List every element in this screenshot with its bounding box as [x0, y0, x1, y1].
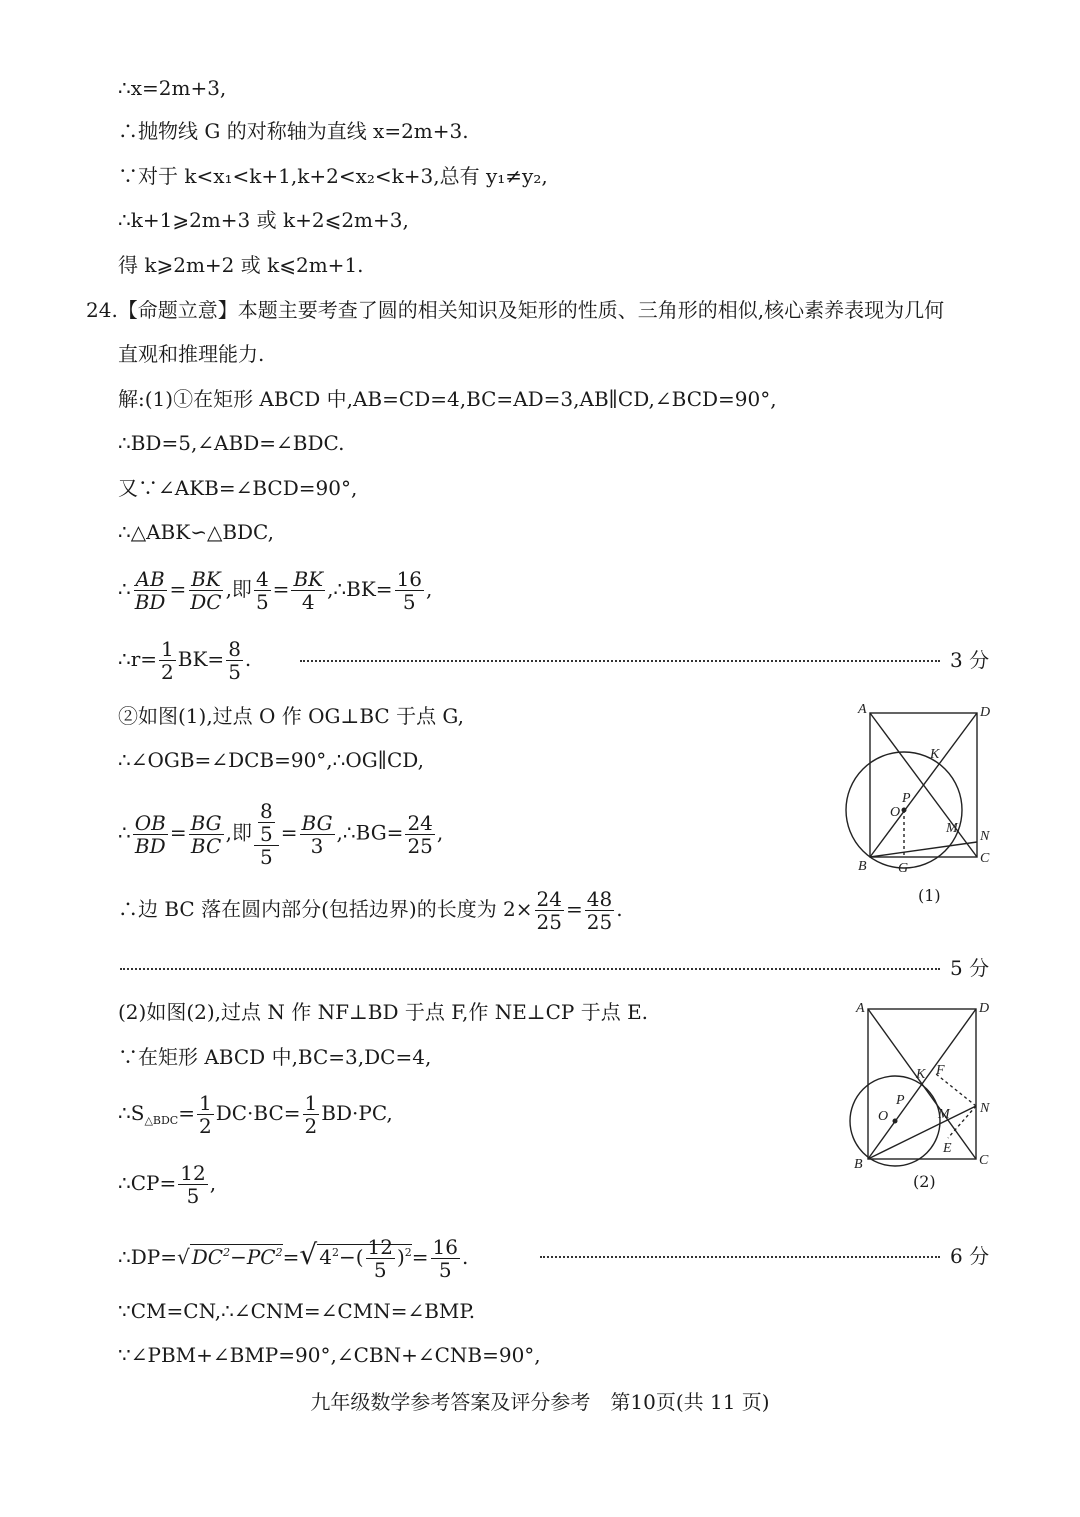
label-n: N [980, 829, 990, 844]
solution-line-5 [118, 568, 432, 613]
text: , [436, 820, 444, 845]
label-b: B [858, 859, 867, 874]
superscript: 2 [331, 1246, 339, 1259]
text: DC [191, 1245, 224, 1269]
label-a: A [858, 702, 867, 717]
solution-line-14 [118, 1162, 216, 1207]
label-c: C [979, 1153, 989, 1168]
text: = [280, 820, 298, 845]
denominator: 3 [310, 833, 324, 858]
text: ) [396, 1245, 405, 1269]
text: ∴边 BC 落在圆内部分(包括边界)的长度为 2× [118, 897, 533, 921]
numerator: 24 [536, 887, 562, 911]
superscript: 2 [223, 1246, 231, 1259]
numerator: BK [191, 567, 221, 591]
solution-line-13 [118, 1092, 393, 1137]
fraction-12-5 [178, 1162, 207, 1207]
text: . [244, 647, 252, 671]
denominator: 5 [186, 1184, 200, 1208]
label-b: B [854, 1157, 863, 1171]
denominator: 2 [161, 660, 174, 684]
label-e: E [943, 1141, 952, 1156]
denominator: 5 [373, 1258, 387, 1282]
solution-line-9 [118, 800, 443, 868]
text: . [462, 1245, 469, 1269]
denominator: 2 [198, 1114, 212, 1138]
segment-ne [948, 1106, 976, 1138]
solution-line-2: ∴BD=5,∠ABD=∠BDC. [118, 431, 345, 455]
numerator: 1 [198, 1091, 212, 1115]
label-k: K [916, 1067, 926, 1082]
line-2: ∴抛物线 G 的对称轴为直线 x=2m+3. [118, 119, 469, 143]
text: = [178, 1101, 195, 1125]
fraction-1-2 [197, 1092, 214, 1137]
numerator: AB [135, 567, 165, 591]
q24-heading: 24.【命题立意】本题主要考查了圆的相关知识及矩形的性质、三角形的相似,核心素养表现为几何 [86, 298, 945, 322]
solution-line-15 [118, 1236, 468, 1281]
solution-line-4: ∴△ABK∽△BDC, [118, 520, 275, 544]
figure-1 [840, 700, 1000, 880]
fraction-bg-bc [189, 812, 224, 857]
sqrt-body [190, 1244, 283, 1269]
score-5: 5 分 [950, 956, 990, 980]
fraction-1-2 [303, 1092, 320, 1137]
fraction-ob-bd [133, 812, 168, 857]
text: ,∴BG= [336, 820, 404, 845]
numerator: BG [301, 810, 333, 835]
q24-heading-cont: 直观和推理能力. [118, 342, 265, 366]
figure-2-caption: (2) [913, 1172, 936, 1191]
numerator: 16 [432, 1235, 458, 1259]
fraction-compound [254, 800, 279, 868]
fraction-ab-bd [133, 568, 168, 613]
text: ,即 [225, 577, 252, 601]
numerator: 1 [304, 1091, 318, 1115]
text: ∴ [118, 820, 131, 845]
sqrt-sign: √ [299, 1238, 318, 1271]
fraction-16-5 [431, 1236, 460, 1281]
segment-nf [936, 1074, 976, 1106]
numerator: 12 [367, 1235, 393, 1259]
fraction-48-25 [585, 888, 614, 933]
text: , [426, 577, 433, 601]
superscript: 2 [275, 1246, 283, 1259]
label-c: C [980, 851, 990, 866]
text: ∴CP= [118, 1171, 177, 1195]
score-6: 6 分 [950, 1244, 990, 1268]
label-a: A [856, 1001, 865, 1016]
numerator: 48 [586, 887, 613, 911]
text: 4 [319, 1245, 332, 1269]
denominator: DC [190, 590, 222, 614]
text: = [169, 577, 187, 601]
line-4: ∴k+1⩾2m+3 或 k+2⩽2m+3, [118, 208, 409, 232]
solution-line-10 [118, 888, 623, 933]
score-leader-dots [300, 660, 940, 662]
text: = [169, 820, 187, 845]
point-o [893, 1119, 898, 1124]
text: . [616, 897, 623, 921]
label-o: O [878, 1109, 889, 1124]
solution-line-8: ∴∠OGB=∠DCB=90°,∴OG∥CD, [118, 748, 424, 772]
numerator: 8 [260, 799, 273, 823]
solution-line-12: ∵在矩形 ABCD 中,BC=3,DC=4, [118, 1045, 432, 1069]
line-3: ∵对于 k<x₁<k+1,k+2<x₂<k+3,总有 y₁≠y₂, [118, 164, 548, 188]
numerator: BG [190, 810, 222, 835]
solution-line-16: ∵CM=CN,∴∠CNM=∠CMN=∠BMP. [118, 1299, 476, 1323]
fraction-bg-3 [300, 812, 335, 857]
label-o: O [890, 805, 901, 820]
fraction-24-25 [405, 812, 434, 857]
fraction-12-5 [366, 1236, 395, 1281]
text: ∴S [118, 1101, 145, 1125]
label-p: P [896, 1093, 905, 1108]
line-5: 得 k⩾2m+2 或 k⩽2m+1. [118, 253, 364, 277]
denominator: 5 [228, 660, 241, 684]
score-leader-dots [540, 1256, 940, 1258]
solution-line-17: ∵∠PBM+∠BMP=90°,∠CBN+∠CNB=90°, [118, 1343, 541, 1367]
denominator: 5 [260, 845, 273, 869]
text: ∴r= [118, 647, 158, 671]
inner-fraction-8-5 [258, 800, 275, 845]
label-m: M [938, 1107, 950, 1122]
fraction-8-5 [226, 638, 243, 683]
superscript: 2 [404, 1246, 412, 1259]
numerator: 16 [396, 567, 423, 591]
numerator: OB [134, 810, 166, 835]
text: = [272, 577, 290, 601]
label-k: K [930, 747, 940, 762]
numerator: 12 [180, 1161, 206, 1185]
text: ,∴BK= [327, 577, 393, 601]
text: BK= [177, 647, 225, 671]
sqrt-body [317, 1235, 412, 1282]
label-d: D [979, 1001, 990, 1016]
label-p: P [902, 791, 911, 806]
figure-2 [840, 996, 1000, 1171]
denominator: 25 [407, 833, 433, 858]
numerator: 8 [228, 637, 241, 661]
text: DC·BC= [215, 1101, 301, 1125]
line-1: ∴x=2m+3, [118, 76, 227, 100]
sqrt-sign: √ [176, 1245, 190, 1269]
text: ,即 [225, 820, 252, 845]
denominator: 5 [438, 1258, 452, 1282]
numerator: 1 [161, 637, 174, 661]
fraction-bk-dc [188, 568, 223, 613]
solution-line-6 [118, 638, 251, 683]
point-o [902, 808, 907, 813]
text: ∴ [118, 577, 131, 601]
label-d: D [980, 705, 991, 720]
text: −PC [230, 1245, 276, 1269]
text: −( [338, 1245, 364, 1269]
solution-line-1: 解:(1)①在矩形 ABCD 中,AB=CD=4,BC=AD=3,AB∥CD,∠BCD=90°, [118, 387, 777, 411]
subscript: △BDC [144, 1114, 179, 1127]
numerator [254, 800, 279, 846]
solution-line-3: 又∵∠AKB=∠BCD=90°, [118, 476, 358, 500]
label-n: N [980, 1101, 990, 1116]
label-g: G [898, 861, 909, 876]
numerator: BK [293, 567, 324, 591]
denominator: 25 [536, 910, 562, 934]
denominator: BC [190, 833, 222, 858]
line-bn [870, 842, 977, 857]
denominator: BD [134, 833, 166, 858]
page-footer: 九年级数学参考答案及评分参考 第10页(共 11 页) [310, 1390, 770, 1414]
denominator: 5 [255, 590, 269, 614]
fraction-bk-4 [291, 568, 325, 613]
fraction-4-5 [254, 568, 271, 613]
numerator: 4 [255, 567, 269, 591]
text: = [411, 1245, 429, 1269]
text: BD·PC, [321, 1101, 393, 1125]
denominator: 4 [301, 590, 315, 614]
text: ∴DP= [118, 1245, 177, 1269]
solution-line-11: (2)如图(2),过点 N 作 NF⊥BD 于点 F,作 NE⊥CP 于点 E. [118, 1000, 649, 1024]
denominator: 2 [304, 1114, 318, 1138]
figure-1-caption: (1) [918, 886, 941, 905]
text: = [282, 1245, 300, 1269]
score-3: 3 分 [950, 648, 990, 672]
score-leader-dots [120, 968, 940, 970]
text: = [565, 897, 583, 921]
solution-line-7: ②如图(1),过点 O 作 OG⊥BC 于点 G, [118, 704, 465, 728]
label-m: M [946, 821, 958, 836]
label-f: F [936, 1063, 945, 1078]
fraction-24-25 [535, 888, 564, 933]
fraction-16-5 [395, 568, 424, 613]
numerator: 24 [407, 810, 433, 835]
denominator: BD [134, 590, 166, 614]
denominator: 5 [402, 590, 416, 614]
denominator: 25 [586, 910, 613, 934]
denominator: 5 [260, 822, 273, 846]
text: , [209, 1171, 217, 1195]
fraction-1-2 [159, 638, 176, 683]
